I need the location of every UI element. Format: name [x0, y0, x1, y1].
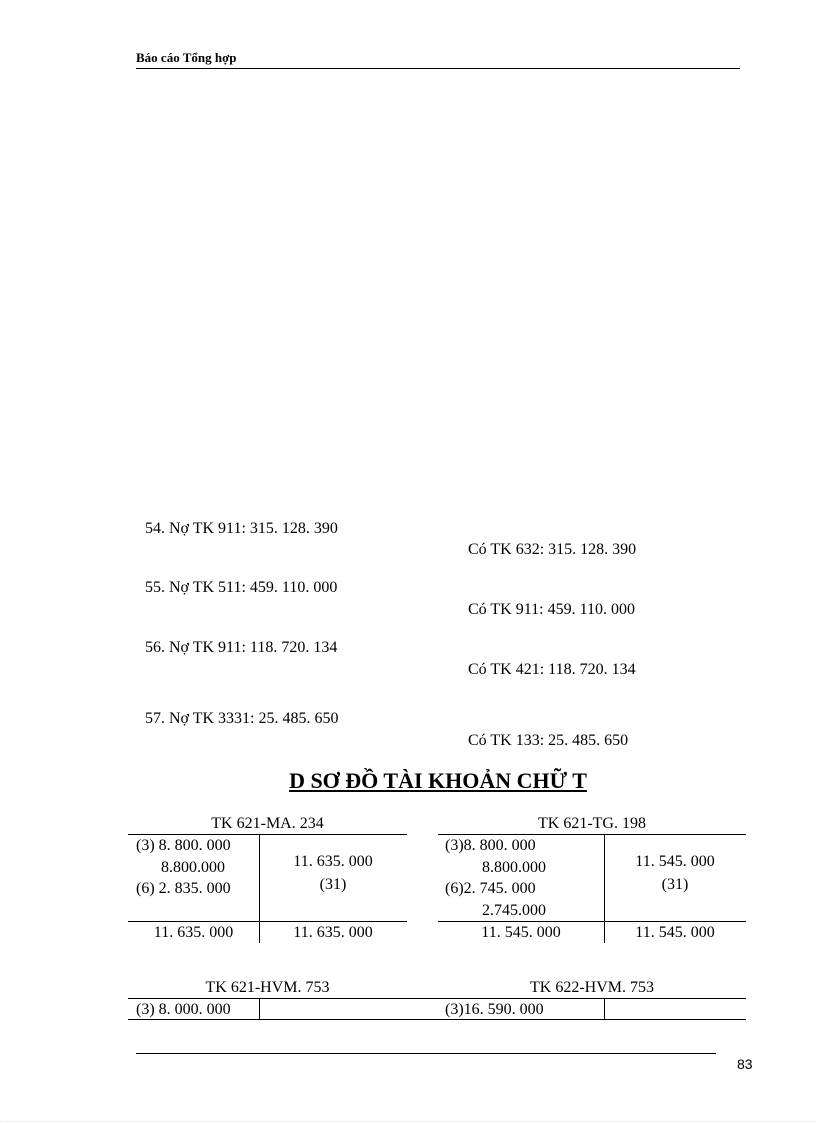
credit-line: (31) [661, 876, 689, 893]
footer-line [136, 1053, 716, 1054]
t-account-divider [259, 998, 260, 1020]
entry-55-debit: 55. Nợ TK 511: 459. 110. 000 [145, 579, 338, 596]
entry-54-credit: Có TK 632: 315. 128. 390 [468, 541, 637, 558]
t-account-name: TK 621-TG. 198 [538, 815, 646, 832]
debit-line: (3)8. 800. 000 [445, 837, 536, 854]
t-account-621-tg [438, 815, 746, 945]
page-header [136, 50, 740, 69]
t-account-total-line [128, 921, 407, 922]
entry-56-debit: 56. Nợ TK 911: 118. 720. 134 [145, 639, 338, 656]
credit-total: 11. 635. 000 [293, 924, 373, 941]
debit-line: (3) 8. 000. 000 [136, 1001, 231, 1018]
debit-total: 11. 635. 000 [153, 924, 234, 941]
debit-line: (3) 8. 800. 000 [136, 837, 231, 854]
page-number: 83 [737, 1056, 753, 1072]
credit-line: (31) [319, 876, 347, 893]
t-account-bottom-line [128, 1019, 746, 1020]
t-account-name: TK 622-HVM. 753 [530, 979, 654, 996]
entry-55-credit: Có TK 911: 459. 110. 000 [468, 601, 635, 618]
debit-line: (6) 2. 835. 000 [136, 880, 231, 897]
t-account-row-hvm [128, 979, 746, 1023]
entry-57-credit: Có TK 133: 25. 485. 650 [468, 732, 629, 749]
t-account-total-line [438, 921, 746, 922]
t-account-name: TK 621-HVM. 753 [205, 979, 330, 996]
debit-line: (6)2. 745. 000 [445, 880, 536, 897]
debit-total: 11. 545. 000 [481, 924, 561, 941]
t-account-name: TK 621-MA. 234 [211, 815, 324, 832]
entry-56-credit: Có TK 421: 118. 720. 134 [468, 661, 636, 678]
debit-line: 8.800.000 [161, 859, 225, 876]
t-account-divider [604, 998, 605, 1020]
t-account-top-line [128, 834, 407, 835]
t-account-top-line [128, 998, 746, 999]
debit-line: 8.800.000 [482, 859, 546, 876]
debit-line: 2.745.000 [482, 902, 546, 919]
credit-line: 11. 545. 000 [635, 853, 715, 870]
page-edge [0, 1121, 816, 1122]
credit-total: 11. 545. 000 [635, 924, 715, 941]
section-title: D SƠ ĐỒ TÀI KHOẢN CHỮ T [289, 768, 587, 793]
entry-57-debit: 57. Nợ TK 3331: 25. 485. 650 [145, 710, 339, 727]
entry-54-debit: 54. Nợ TK 911: 315. 128. 390 [145, 520, 338, 537]
t-account-621-ma [128, 815, 407, 945]
header-title: Báo cáo Tổng hợp [136, 50, 237, 65]
debit-line: (3)16. 590. 000 [445, 1001, 544, 1018]
t-account-top-line [438, 834, 746, 835]
credit-line: 11. 635. 000 [293, 853, 373, 870]
